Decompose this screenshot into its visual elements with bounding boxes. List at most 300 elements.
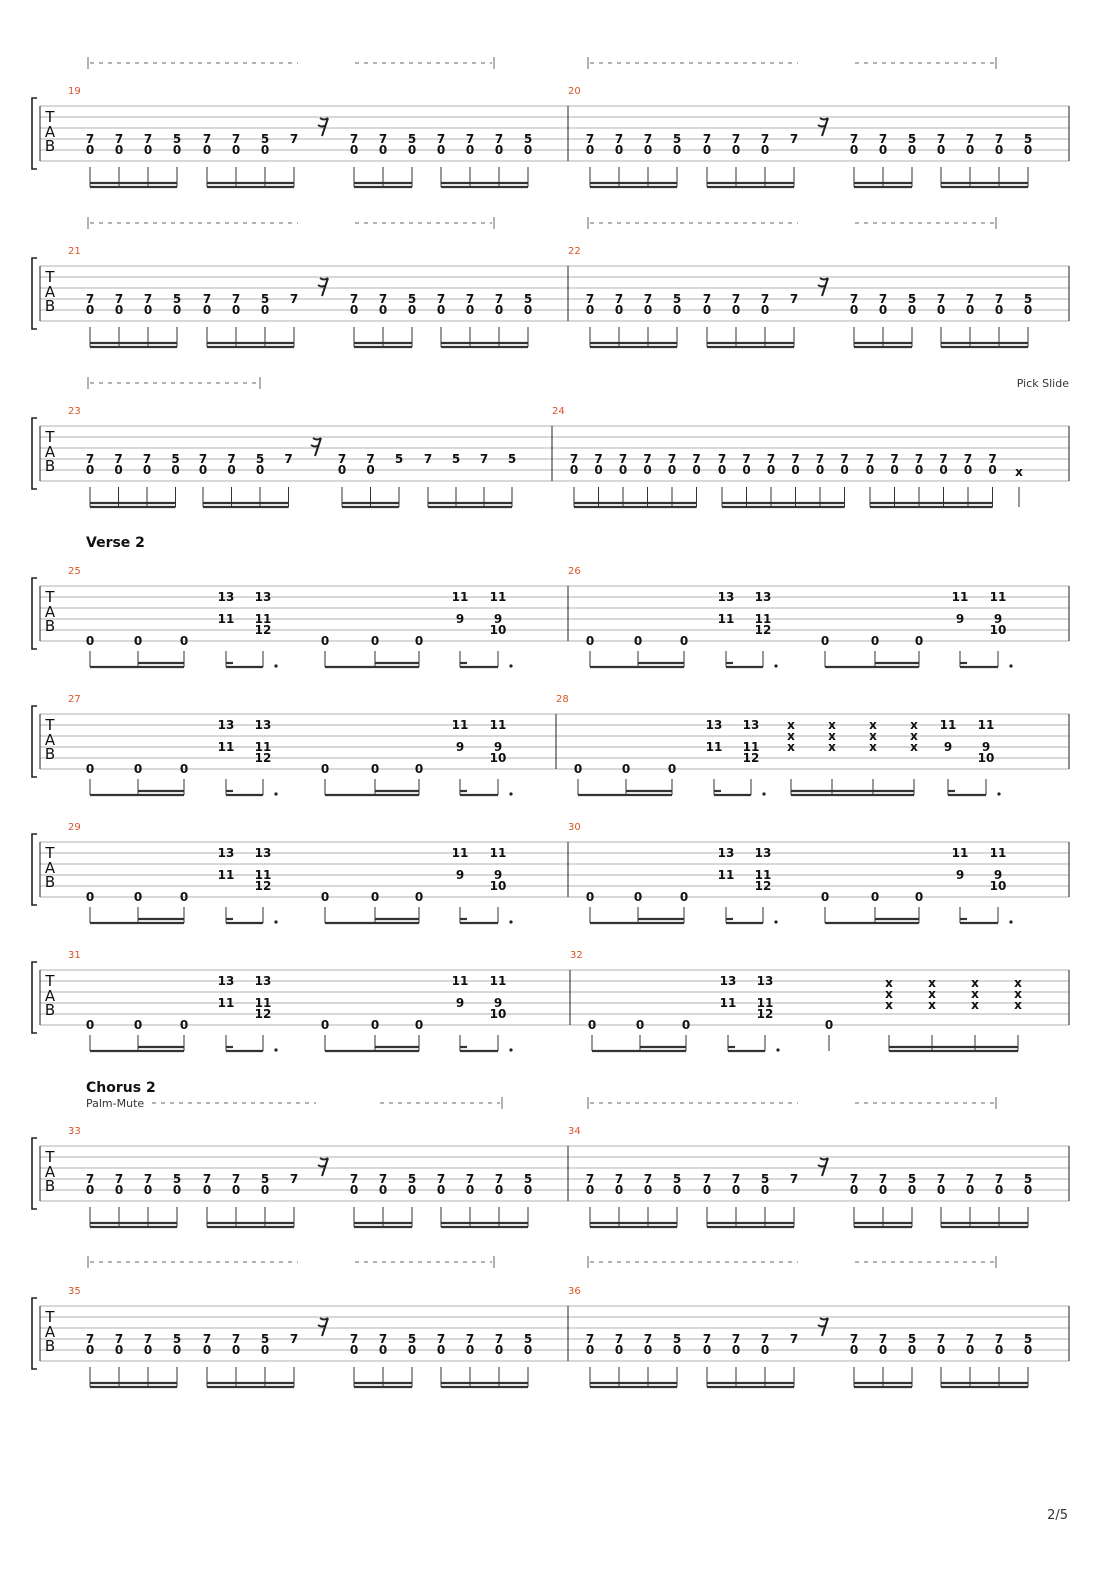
fret-number: 5 (907, 1172, 917, 1186)
fret-number: 0 (633, 890, 643, 904)
staff-bracket (32, 418, 37, 489)
fret-number: 7 (878, 1332, 888, 1346)
section-label-chorus: Chorus 2 (86, 1080, 156, 1096)
fret-number: 0 (878, 1343, 888, 1357)
fret-number: 13 (719, 974, 737, 988)
fret-number: 11 (717, 612, 735, 626)
fret-number: 11 (217, 740, 235, 754)
fret-number: 5 (523, 1332, 533, 1346)
dot (774, 664, 777, 667)
fret-number: 9 (993, 612, 1003, 626)
fret-number: 7 (231, 1172, 241, 1186)
dot (274, 920, 277, 923)
fret-number: 7 (643, 132, 653, 146)
fret-number: 7 (569, 452, 579, 466)
fret-number: 7 (337, 452, 347, 466)
fret-number: 7 (731, 292, 741, 306)
fret-number: 0 (849, 303, 859, 317)
fret-number: 0 (494, 1343, 504, 1357)
fret-number: 7 (585, 1332, 595, 1346)
fret-number: 0 (133, 890, 143, 904)
fret-number: 7 (702, 1172, 712, 1186)
dead-note: x (928, 998, 936, 1012)
fret-number: 7 (436, 292, 446, 306)
fret-number: 0 (414, 634, 424, 648)
dead-note: x (928, 987, 936, 1001)
sixteenth-rest (318, 278, 328, 296)
fret-number: 5 (451, 452, 461, 466)
fret-number: 13 (217, 974, 235, 988)
fret-number: 7 (585, 132, 595, 146)
fret-number: 7 (702, 292, 712, 306)
fret-number: 9 (455, 996, 465, 1010)
fret-number: 0 (939, 463, 948, 477)
dot (509, 1048, 512, 1051)
fret-number: 0 (337, 463, 347, 477)
fret-number: 0 (465, 1343, 475, 1357)
fret-number: 0 (585, 303, 595, 317)
fret-number: 0 (914, 463, 924, 477)
fret-number: 0 (349, 1343, 359, 1357)
fret-number: 9 (493, 996, 503, 1010)
fret-number: 7 (936, 292, 946, 306)
staff-bracket (32, 98, 37, 169)
fret-number: 0 (378, 303, 388, 317)
staff-bracket (32, 1298, 37, 1369)
fret-number: 0 (320, 634, 330, 648)
fret-number: 0 (614, 303, 624, 317)
fret-number: 7 (614, 292, 624, 306)
fret-number: 0 (349, 143, 359, 157)
fret-number: 0 (907, 1343, 917, 1357)
fret-number: 7 (988, 452, 997, 466)
fret-number: 7 (349, 292, 359, 306)
fret-number: 7 (890, 452, 899, 466)
fret-number: 7 (643, 292, 653, 306)
fret-number: 0 (907, 1183, 917, 1197)
fret-number: 0 (179, 634, 189, 648)
tab-clef-letter: T (45, 268, 55, 286)
fret-number: 7 (114, 292, 124, 306)
fret-number: 0 (672, 303, 682, 317)
dot (274, 664, 277, 667)
fret-number: 0 (260, 1343, 270, 1357)
fret-number: 7 (618, 452, 628, 466)
fret-number: 7 (965, 1332, 975, 1346)
fret-number: 5 (760, 1172, 770, 1186)
fret-number: 11 (939, 718, 957, 732)
fret-number: 7 (849, 1332, 859, 1346)
fret-number: 7 (614, 1172, 624, 1186)
measure-number: 19 (68, 86, 81, 97)
fret-number: 13 (254, 846, 272, 860)
page-number: 2/5 (1047, 1508, 1068, 1523)
dead-note: x (828, 740, 836, 754)
measure-number: 31 (68, 950, 81, 961)
fret-number: 5 (260, 132, 270, 146)
fret-number: 7 (227, 452, 236, 466)
dead-note: x (1014, 976, 1022, 990)
dead-note: x (971, 998, 979, 1012)
tab-clef-letter: B (44, 873, 56, 891)
fret-number: 0 (523, 1343, 533, 1357)
fret-number: 7 (494, 1332, 504, 1346)
fret-number: 11 (951, 846, 969, 860)
fret-number: 5 (394, 452, 404, 466)
staff-bracket (32, 962, 37, 1033)
fret-number: 0 (370, 890, 380, 904)
fret-number: 0 (407, 143, 417, 157)
fret-number: 7 (143, 1332, 153, 1346)
dead-note: x (828, 729, 836, 743)
fret-number: 0 (255, 463, 265, 477)
fret-number: 0 (143, 1343, 153, 1357)
fret-number: 10 (489, 1007, 507, 1021)
fret-number: 9 (455, 868, 465, 882)
fret-number: 7 (789, 292, 799, 306)
fret-number: 0 (679, 890, 689, 904)
sixteenth-rest (311, 438, 321, 456)
fret-number: 11 (489, 590, 507, 604)
fret-number: 7 (865, 452, 875, 466)
fret-number: 0 (965, 143, 975, 157)
tab-clef-letter: T (45, 844, 55, 862)
tab-clef-letter: A (44, 443, 56, 461)
measure-number: 25 (68, 566, 81, 577)
fret-number: 5 (172, 292, 182, 306)
fret-number: 0 (370, 762, 380, 776)
fret-number: 7 (939, 452, 948, 466)
fret-number: 0 (142, 463, 152, 477)
fret-number: 0 (621, 762, 631, 776)
fret-number: 11 (254, 612, 272, 626)
fret-number: 10 (489, 751, 507, 765)
fret-number: 0 (407, 1183, 417, 1197)
fret-number: 13 (217, 846, 235, 860)
fret-number: 7 (436, 132, 446, 146)
fret-number: 0 (378, 143, 388, 157)
fret-number: 11 (254, 868, 272, 882)
fret-number: 0 (143, 303, 153, 317)
fret-number: 0 (936, 143, 946, 157)
measure-number: 36 (568, 1286, 581, 1297)
fret-number: 11 (254, 740, 272, 754)
dead-note: x (828, 718, 836, 732)
dot (509, 920, 512, 923)
fret-number: 0 (172, 303, 182, 317)
fret-number: 0 (494, 143, 504, 157)
fret-number: 5 (523, 132, 533, 146)
sixteenth-rest (318, 1318, 328, 1336)
tab-clef-letter: T (45, 588, 55, 606)
fret-number: 12 (254, 1007, 272, 1021)
palm-mute-label: Palm-Mute (86, 1097, 145, 1110)
fret-number: 0 (366, 463, 375, 477)
dot (509, 664, 512, 667)
fret-number: 0 (143, 1183, 153, 1197)
fret-number: 11 (989, 590, 1007, 604)
fret-number: 7 (614, 1332, 624, 1346)
fret-number: 0 (1023, 143, 1033, 157)
fret-number: 0 (231, 303, 241, 317)
fret-number: 0 (742, 463, 751, 477)
fret-number: 0 (378, 1343, 388, 1357)
fret-number: 7 (692, 452, 701, 466)
measure-number: 27 (68, 694, 81, 705)
fret-number: 5 (907, 132, 917, 146)
tab-clef-letter: B (44, 137, 56, 155)
dead-note: x (787, 718, 795, 732)
dot (1009, 920, 1012, 923)
dot (776, 1048, 779, 1051)
fret-number: 0 (672, 1343, 682, 1357)
section-label-verse: Verse 2 (86, 535, 145, 551)
fret-number: 0 (133, 762, 143, 776)
fret-number: 0 (202, 1343, 212, 1357)
fret-number: 0 (849, 143, 859, 157)
fret-number: 0 (731, 143, 741, 157)
fret-number: 7 (994, 132, 1004, 146)
tab-clef-letter: A (44, 603, 56, 621)
fret-number: 7 (85, 132, 95, 146)
fret-number: 7 (643, 452, 652, 466)
fret-number: 0 (815, 463, 825, 477)
measure-number: 32 (570, 950, 583, 961)
fret-number: 0 (465, 303, 475, 317)
fret-number: 0 (85, 762, 95, 776)
dot (762, 792, 765, 795)
fret-number: 0 (349, 303, 359, 317)
fret-number: 0 (414, 1018, 424, 1032)
fret-number: 0 (436, 1183, 446, 1197)
fret-number: 7 (994, 1172, 1004, 1186)
fret-number: 12 (754, 879, 772, 893)
fret-number: 5 (672, 1332, 682, 1346)
fret-number: 13 (705, 718, 723, 732)
fret-number: 7 (465, 1332, 475, 1346)
fret-number: 0 (965, 303, 975, 317)
fret-number: 7 (766, 452, 776, 466)
fret-number: 5 (1023, 1172, 1033, 1186)
tab-clef-letter: A (44, 283, 56, 301)
fret-number: 9 (943, 740, 953, 754)
fret-number: 9 (493, 868, 503, 882)
fret-number: 0 (914, 890, 924, 904)
dead-note: x (869, 740, 877, 754)
fret-number: 0 (667, 762, 677, 776)
fret-number: 13 (742, 718, 760, 732)
fret-number: 0 (870, 890, 880, 904)
fret-number: 0 (465, 1183, 475, 1197)
fret-number: 0 (85, 1183, 95, 1197)
sixteenth-rest (818, 278, 828, 296)
fret-number: 7 (965, 132, 975, 146)
fret-number: 0 (114, 143, 124, 157)
dead-note: x (885, 998, 893, 1012)
fret-number: 7 (198, 452, 208, 466)
tab-clef-letter: B (44, 745, 56, 763)
measure-number: 34 (568, 1126, 581, 1137)
fret-number: 12 (756, 1007, 774, 1021)
fret-number: 0 (172, 1183, 182, 1197)
dead-note: x (787, 729, 795, 743)
fret-number: 7 (815, 452, 825, 466)
fret-number: 0 (963, 463, 973, 477)
fret-number: 7 (849, 132, 859, 146)
tab-clef-letter: B (44, 297, 56, 315)
fret-number: 7 (702, 132, 712, 146)
fret-number: 0 (936, 303, 946, 317)
fret-number: 0 (717, 463, 727, 477)
fret-number: 5 (407, 132, 417, 146)
fret-number: 9 (493, 740, 503, 754)
dead-note: x (1015, 465, 1023, 479)
tab-clef-letter: B (44, 1001, 56, 1019)
pick-slide-label: Pick Slide (1016, 377, 1069, 390)
fret-number: 0 (585, 634, 595, 648)
fret-number: 0 (936, 1343, 946, 1357)
fret-number: 0 (587, 1018, 597, 1032)
fret-number: 7 (202, 132, 212, 146)
fret-number: 7 (423, 452, 433, 466)
fret-number: 7 (366, 452, 375, 466)
fret-number: 0 (965, 1183, 975, 1197)
fret-number: 7 (114, 132, 124, 146)
fret-number: 11 (217, 612, 235, 626)
fret-number: 0 (635, 1018, 645, 1032)
measure-number: 30 (568, 822, 581, 833)
sixteenth-rest (818, 1158, 828, 1176)
fret-number: 7 (349, 132, 359, 146)
fret-number: 7 (202, 1172, 212, 1186)
fret-number: 7 (878, 292, 888, 306)
fret-number: 0 (114, 1183, 124, 1197)
fret-number: 0 (85, 143, 95, 157)
fret-number: 11 (742, 740, 760, 754)
fret-number: 9 (955, 612, 965, 626)
fret-number: 7 (791, 452, 800, 466)
fret-number: 13 (754, 590, 772, 604)
fret-number: 0 (849, 1183, 859, 1197)
tab-clef-letter: A (44, 987, 56, 1005)
fret-number: 0 (494, 303, 504, 317)
fret-number: 0 (465, 143, 475, 157)
fret-number: 0 (594, 463, 603, 477)
fret-number: 0 (114, 303, 124, 317)
fret-number: 7 (494, 292, 504, 306)
fret-number: 0 (672, 143, 682, 157)
fret-number: 5 (260, 1172, 270, 1186)
fret-number: 0 (618, 463, 628, 477)
sixteenth-rest (818, 1318, 828, 1336)
tab-clef-letter: T (45, 1308, 55, 1326)
fret-number: 0 (1023, 1183, 1033, 1197)
fret-number: 0 (378, 1183, 388, 1197)
measure-number: 21 (68, 246, 81, 257)
fret-number: 10 (989, 623, 1007, 637)
fret-number: 0 (643, 303, 653, 317)
fret-number: 0 (585, 1183, 595, 1197)
measure-number: 22 (568, 246, 581, 257)
dead-note: x (1014, 998, 1022, 1012)
fret-number: 0 (85, 303, 95, 317)
fret-number: 13 (254, 590, 272, 604)
fret-number: 5 (672, 132, 682, 146)
fret-number: 0 (994, 1183, 1004, 1197)
fret-number: 0 (172, 143, 182, 157)
fret-number: 7 (289, 1172, 299, 1186)
fret-number: 7 (349, 1332, 359, 1346)
fret-number: 7 (965, 1172, 975, 1186)
fret-number: 7 (731, 1172, 741, 1186)
sixteenth-rest (318, 118, 328, 136)
fret-number: 11 (756, 996, 774, 1010)
fret-number: 0 (523, 143, 533, 157)
dead-note: x (910, 740, 918, 754)
dead-note: x (869, 729, 877, 743)
fret-number: 5 (260, 1332, 270, 1346)
fret-number: 9 (455, 740, 465, 754)
fret-number: 7 (643, 1172, 653, 1186)
fret-number: 0 (320, 1018, 330, 1032)
fret-number: 9 (993, 868, 1003, 882)
fret-number: 0 (840, 463, 849, 477)
fret-number: 0 (179, 890, 189, 904)
fret-number: 11 (489, 718, 507, 732)
fret-number: 0 (614, 1183, 624, 1197)
dead-note: x (885, 987, 893, 1001)
fret-number: 5 (172, 1332, 182, 1346)
fret-number: 0 (731, 1183, 741, 1197)
fret-number: 0 (731, 1343, 741, 1357)
dead-note: x (885, 976, 893, 990)
fret-number: 7 (494, 132, 504, 146)
fret-number: 0 (494, 1183, 504, 1197)
fret-number: 7 (289, 292, 299, 306)
fret-number: 0 (231, 1343, 241, 1357)
sixteenth-rest (818, 118, 828, 136)
fret-number: 7 (594, 452, 603, 466)
fret-number: 7 (760, 132, 770, 146)
fret-number: 0 (585, 1343, 595, 1357)
fret-number: 0 (692, 463, 701, 477)
fret-number: 7 (231, 292, 241, 306)
fret-number: 0 (260, 1183, 270, 1197)
fret-number: 5 (1023, 132, 1033, 146)
fret-number: 7 (717, 452, 727, 466)
fret-number: 0 (133, 1018, 143, 1032)
fret-number: 7 (760, 292, 770, 306)
fret-number: 0 (179, 1018, 189, 1032)
fret-number: 0 (633, 634, 643, 648)
fret-number: 10 (989, 879, 1007, 893)
staff-bracket (32, 578, 37, 649)
measure-number: 24 (552, 406, 565, 417)
fret-number: 0 (573, 762, 583, 776)
fret-number: 7 (436, 1332, 446, 1346)
dot (997, 792, 1000, 795)
fret-number: 5 (171, 452, 180, 466)
fret-number: 12 (254, 751, 272, 765)
fret-number: 7 (142, 452, 152, 466)
sixteenth-rest (318, 1158, 328, 1176)
fret-number: 7 (378, 292, 388, 306)
fret-number: 0 (878, 303, 888, 317)
fret-number: 0 (907, 303, 917, 317)
tab-clef-letter: T (45, 972, 55, 990)
fret-number: 12 (254, 879, 272, 893)
tab-clef-letter: T (45, 428, 55, 446)
